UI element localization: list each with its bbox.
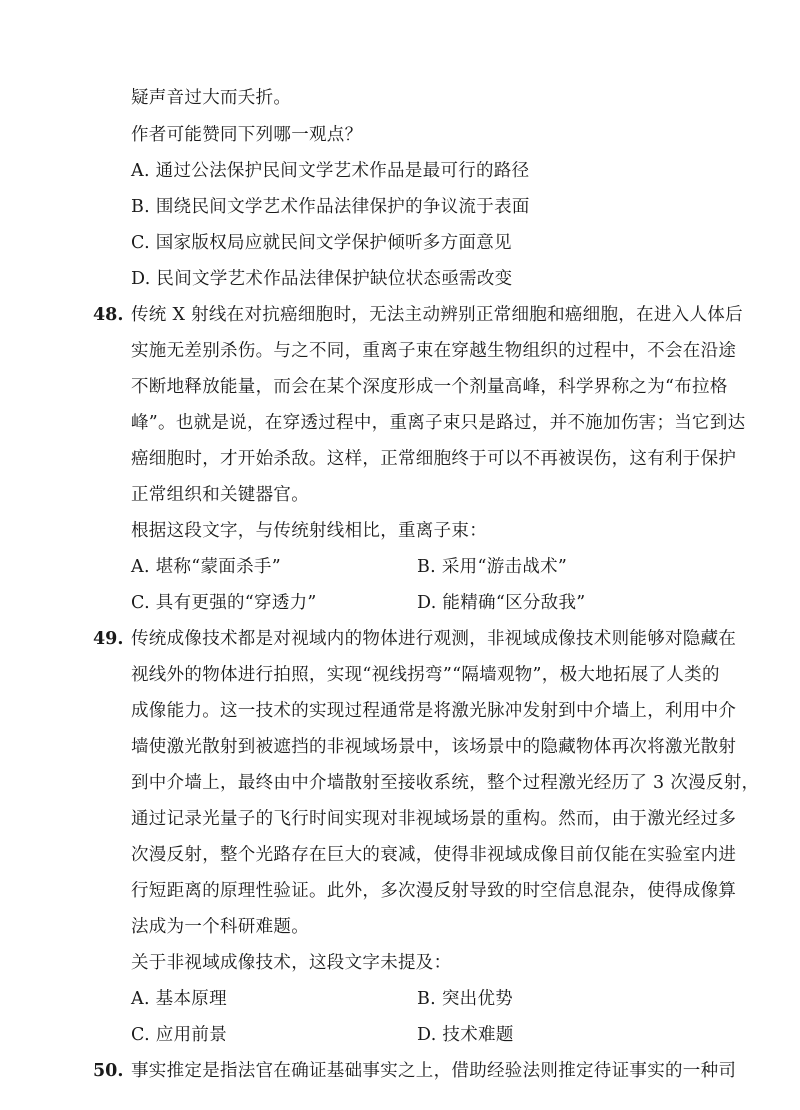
q47-option-c[interactable]: C. 国家版权局应就民间文学保护倾听多方面意见 [131,233,512,253]
q48-option-d[interactable]: D. 能精确“区分敌我” [417,593,586,613]
q49-option-c[interactable]: C. 应用前景 [131,1025,227,1045]
q47-option-b[interactable]: B. 围绕民间文学艺术作品法律保护的争议流于表面 [131,197,530,217]
q48-text-line: 不断地释放能量，而会在某个深度形成一个剂量高峰，科学界称之为“布拉格 [131,377,728,397]
q47-stem: 作者可能赞同下列哪一观点？ [131,125,363,145]
q48-text-line: 传统 X 射线在对抗癌细胞时，无法主动辨别正常细胞和癌细胞，在进入人体后 [131,305,743,325]
q49-text-line: 通过记录光量子的飞行时间实现对非视域场景的重构。然而，由于激光经过多 [131,809,737,829]
q49-option-d[interactable]: D. 技术难题 [417,1025,514,1045]
q48-text-line: 正常组织和关键器官。 [131,485,309,505]
q48-text-line: 峰”。也就是说，在穿透过程中，重离子束只是路过，并不施加伤害；当它到达 [131,413,746,433]
q49-text-line: 传统成像技术都是对视域内的物体进行观测，非视域成像技术则能够对隐藏在 [131,629,737,649]
q48-option-c[interactable]: C. 具有更强的“穿透力” [131,593,317,613]
q48-stem: 根据这段文字，与传统射线相比，重离子束： [131,521,487,541]
q49-option-a[interactable]: A. 基本原理 [131,989,227,1009]
q48-option-b[interactable]: B. 采用“游击战术” [417,557,568,577]
q47-continued-text: 疑声音过大而夭折。 [131,88,292,108]
q49-number: 49. [93,629,124,649]
q49-stem: 关于非视域成像技术，这段文字未提及： [131,953,452,973]
q47-option-d[interactable]: D. 民间文学艺术作品法律保护缺位状态亟需改变 [131,269,513,289]
q49-text-line: 成像能力。这一技术的实现过程通常是将激光脉冲发射到中介墙上，利用中介 [131,701,737,721]
q49-text-line: 次漫反射，整个光路存在巨大的衰减，使得非视域成像目前仅能在实验室内进 [131,845,737,865]
q50-text-line: 事实推定是指法官在确证基础事实之上，借助经验法则推定待证事实的一种司 [131,1061,737,1081]
q49-text-line: 行短距离的原理性验证。此外，多次漫反射导致的时空信息混杂，使得成像算 [131,881,737,901]
q48-option-a[interactable]: A. 堪称“蒙面杀手” [131,557,281,577]
q50-number: 50. [93,1061,124,1081]
q49-text-line: 视线外的物体进行拍照，实现“视线拐弯”“隔墙观物”，极大地拓展了人类的 [131,665,720,685]
q47-option-a[interactable]: A. 通过公法保护民间文学艺术作品是最可行的路径 [131,161,530,181]
q49-option-b[interactable]: B. 突出优势 [417,989,514,1009]
q48-number: 48. [93,305,124,325]
q48-text-line: 癌细胞时，才开始杀敌。这样，正常细胞终于可以不再被误伤，这有利于保护 [131,449,737,469]
q48-text-line: 实施无差别杀伤。与之不同，重离子束在穿越生物组织的过程中，不会在沿途 [131,341,737,361]
q49-text-line: 到中介墙上，最终由中介墙散射至接收系统，整个过程激光经历了 3 次漫反射， [131,773,760,793]
q49-text-line: 法成为一个科研难题。 [131,917,309,937]
q49-text-line: 墙使激光散射到被遮挡的非视域场景中，该场景中的隐藏物体再次将激光散射 [131,737,737,757]
